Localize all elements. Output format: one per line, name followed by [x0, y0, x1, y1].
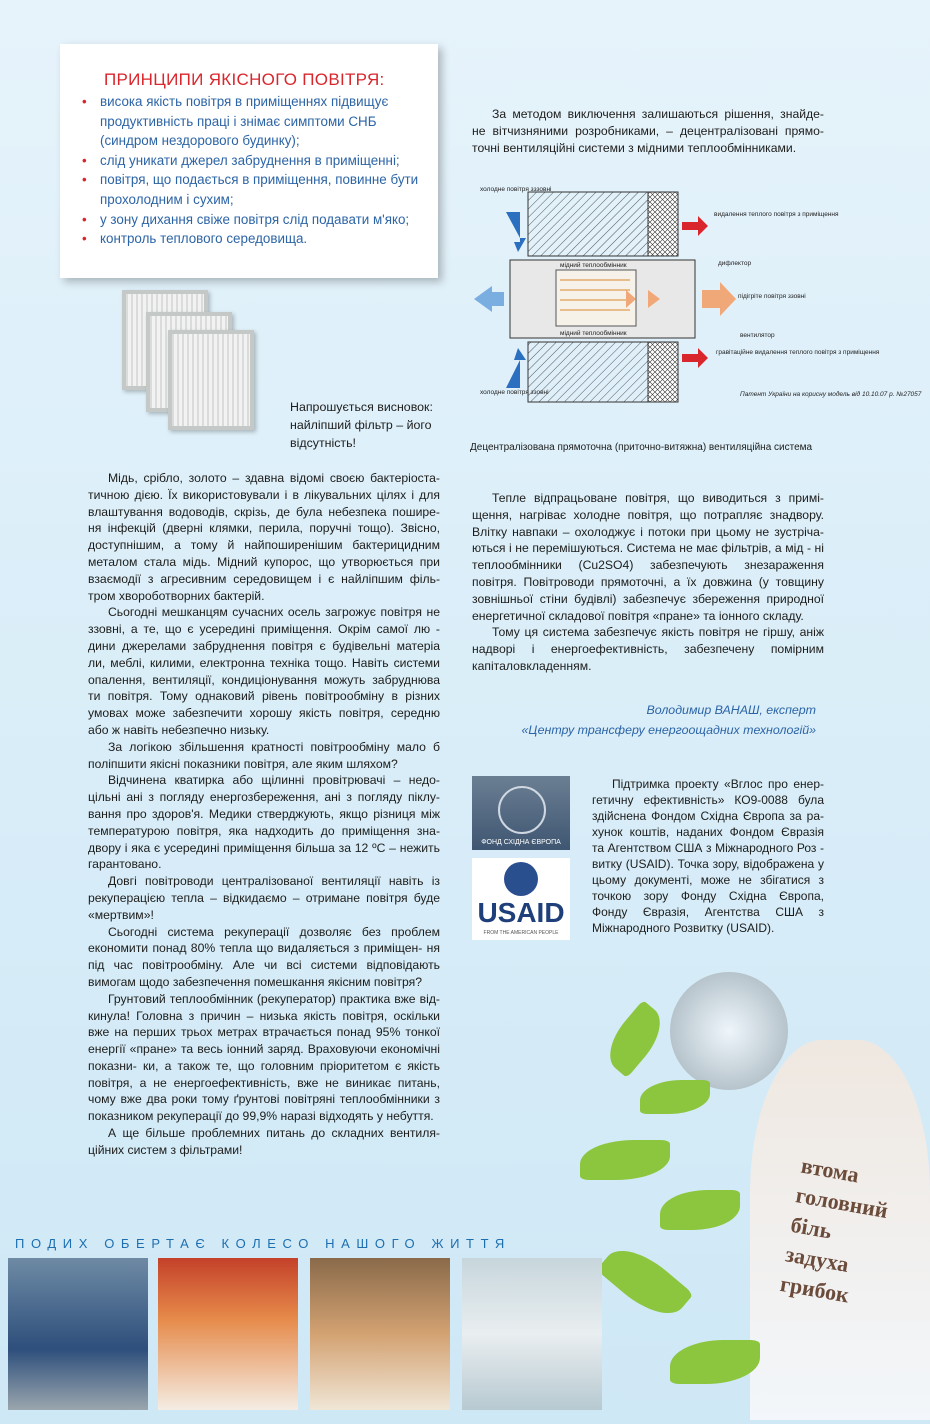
paragraph: Тепле відпрацьоване повітря, що виводиться з примі- щення, нагріває холодне повітря, що потрапляє знадвору. Влітку навпаки – охолоджує і потоки при цьому не зустріча- ються і не перемішуються. Система не має фільтрів, а мід - ні теплообмінники (Cu2SO4) забезпечують знезараження повітря. Повітроводи прямоточні, а їх довжина (у товщину зовнішньої стіни будівлі) забезпечує збереження природної енергетичної складової повітря «пране» та іонного складу.: [472, 491, 824, 623]
photo-worker: [8, 1258, 148, 1410]
ventilation-diagram: [470, 182, 922, 432]
list-item: • слід уникати джерел забруднення в приміщенні;: [82, 152, 400, 168]
air-filters-image: [120, 288, 280, 423]
paragraph: Грунтовий теплообмінник (рекуператор) практика вже від- кинула! Головна з причин – низька якість повітря, оскільки вже на перших трьох метрах втрачається понад 95% тонкої енергії «пране» та весь іонний заряд. Враховуючи економічні показни- ки, а також те, що головним пріоритетом є якість повітря, а не енергоефективність, вже не виникає питань, чому вже два роки тому ґрунтові повітряні теплообмінники з показником рекуперації до 99,9% наразі відходять у небуття.: [88, 991, 440, 1124]
support-statement: Підтримка проекту «Вглос про енер- гетичну ефективність» КО9-0088 була здійснена Фондом Східна Європа за ра- хунок коштів, наданих Фондом Євразія та Агентством США з Міжнародного Роз - витку (USAID). Точка зору, відображена у цьому документі, може не збігатися з точкою зору Фонду Східна Європа, Фонду Євразія, Агентства США з Міжнародного Розвитку (USAID).: [592, 777, 824, 935]
paragraph: Відчинена кватирка або щілинні провітрювачі – недо- цільні ані з погляду енергозбереження, ані з погляду піклу- вання про здоров'я. Медики стверджують, якщо різниця між температурою повітря, яка надходить до приміщення зна- двору і яка є усередині приміщення більша за 12 ºС – нежить гарантовано.: [88, 773, 440, 872]
paragraph: Тому ця система забезпечує якість повітря не гіршу, аніж надворі і енергоефективність, забезпечену помірним капіталовкладенням.: [472, 625, 824, 673]
right-intro: За методом виключення залишаються рішення, знайде- не вітчизняними розробниками, – децентралізовані прямо- точні вентиляційні системи з мідними теплообмінниками.: [472, 107, 824, 155]
usaid-logo: USAID FROM THE AMERICAN PEOPLE: [472, 858, 570, 940]
diagram-label: холодне повітря зззовні: [480, 186, 552, 193]
diagram-label: Патент України на корисну модель від 10.10.07 р. №27057: [740, 391, 922, 398]
motto: ПОДИХ ОБЕРТАЄ КОЛЕСО НАШОГО ЖИТТЯ: [15, 1236, 511, 1251]
list-item: • контроль теплового середовища.: [82, 231, 308, 247]
photo-bedroom: [158, 1258, 298, 1410]
paragraph: Мідь, срібло, золото – здавна відомі своєю бактеріоста- тичною дією. Їх використовували і в лікувальних цілях і для влаштування водоводів, скрізь, де була небезпека пошире- ня інфекцій (дверні клямки, перила, поручні тощо). Звісно, доступнішим, а тому й найпоширенішим бактерицидним металом стала мідь. Мідний купорос, що утворюється при взаємодії з агресивним середовищем і є найліпшим філь- тром хвороботворних бактерій.: [88, 471, 440, 603]
paragraph: А ще більше проблемних питань до складних вентиля- ційних систем з фільтрами!: [88, 1126, 440, 1157]
photo-couple: [310, 1258, 450, 1410]
diagram-label: мідний теплообмінник: [560, 330, 627, 337]
paragraph: Довгі повітроводи централізованої вентиляції навіть із рекуперацією тепла – відкидаємо – отримане повітря буде «мертвим»!: [88, 874, 440, 922]
diagram-label: вентилятор: [740, 332, 775, 339]
diagram-label: дифлектор: [718, 260, 752, 267]
list-item: • у зону дихання свіже повітря слід подавати м'яко;: [82, 211, 410, 227]
list-item: • висока якість повітря в приміщеннях підвищує продуктивність праці і знімає симптоми СНБ (синдром нездорового будинку);: [82, 94, 389, 149]
diagram-label: видалення теплого повітря з приміщення: [714, 211, 839, 218]
paragraph: Сьогодні мешканцям сучасних осель загрожує повітря не ззовні, а те, що є усередині приміщення. Окрім самої лю - дини джерелами забруднення повітря є будівельні матеріа ли, меблі, килими, електронна техніка тощо. Навіть системи опалення, вентиляції, кондиціонування можуть забруднюва ти повітря. Тому однаковий рівень повітрообміну в різних умовах може забезпечити хорошу якість повітря, середню або ж навіть небезпечно низьку.: [88, 605, 440, 737]
author-signature: Володимир ВАНАШ, експерт «Центру трансферу енергоощадних технологій»: [521, 703, 816, 737]
right-article-column: [472, 490, 824, 675]
diagram-caption: Децентралізована прямоточна (приточно-витяжна) вентиляційна система: [470, 442, 813, 453]
diagram-label: мідний теплообмінник: [560, 262, 627, 269]
negative-effects: втома головний біль задуха грибок: [778, 1152, 890, 1308]
fund-east-europe-logo: ФОНД СХІДНА ЄВРОПА: [472, 776, 570, 850]
conclusion-text: Напрошується висновок: найліпший фільтр – його відсутність!: [290, 400, 433, 450]
diagram-label: підігріте повітря ззовні: [738, 293, 806, 300]
principles-list: [80, 92, 430, 249]
diagram-label: гравітаційне видалення теплого повітря з приміщення: [716, 349, 880, 356]
list-item: • повітря, що подається в приміщення, повинне бути прохолодним і сухим;: [82, 172, 419, 207]
diffuser-grille: [670, 972, 788, 1090]
diagram-label: холодне повітря ззовні: [480, 389, 549, 396]
photo-family: [462, 1258, 602, 1410]
left-article-column: [88, 470, 440, 1159]
paragraph: Сьогодні система рекуперації дозволяє без проблем економити понад 80% тепла що видаляється з приміщен- ня під час повітрообміну. Але чи всі системи відповідають вимогам щодо забезпечення помешкання якісним повітря?: [88, 924, 440, 989]
paragraph: За логікою збільшення кратності повітрообміну мало б поліпшити якісні показники повітря, але яким шляхом?: [88, 739, 440, 771]
principles-title: ПРИНЦИПИ ЯКІСНОГО ПОВІТРЯ:: [104, 70, 385, 89]
principles-box: [60, 44, 438, 278]
